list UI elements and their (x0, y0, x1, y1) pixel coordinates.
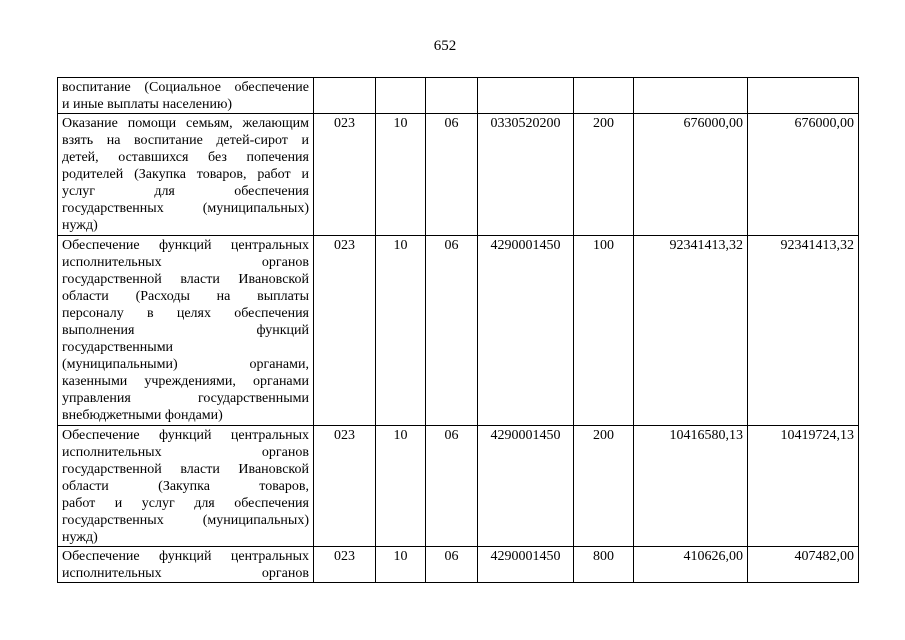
code-cell: 10 (376, 547, 426, 583)
description-line: исполнительных органов (62, 566, 309, 581)
amount-cell: 92341413,32 (748, 236, 859, 426)
description-line: казенными учреждениями, органами (62, 374, 309, 389)
description-line: государственной власти Ивановской (62, 272, 309, 287)
code-cell: 0330520200 (478, 114, 574, 236)
description-line: Обеспечение функций центральных (62, 238, 309, 253)
table-row (58, 78, 859, 114)
amount-cell: 676000,00 (748, 114, 859, 236)
amount-cell: 10416580,13 (634, 426, 748, 547)
description-line: персоналу в целях обеспечения (62, 306, 309, 321)
description-line: выполнения функций (62, 323, 309, 338)
code-cell: 023 (314, 114, 376, 236)
description-line: воспитание (Социальное обеспечение (62, 80, 309, 95)
amount-cell (748, 78, 859, 114)
code-cell: 4290001450 (478, 426, 574, 547)
table-row (58, 426, 859, 547)
code-cell: 023 (314, 547, 376, 583)
code-cell: 200 (574, 426, 634, 547)
description-cell (58, 236, 314, 426)
budget-table (57, 77, 859, 583)
code-cell: 023 (314, 236, 376, 426)
amount-cell: 410626,00 (634, 547, 748, 583)
description-line: исполнительных органов (62, 445, 309, 460)
code-cell: 4290001450 (478, 236, 574, 426)
code-cell (426, 78, 478, 114)
description-line: родителей (Закупка товаров, работ и (62, 167, 309, 182)
description-line: внебюджетными фондами) (62, 408, 223, 423)
amount-cell: 407482,00 (748, 547, 859, 583)
code-cell: 800 (574, 547, 634, 583)
description-cell (58, 547, 314, 583)
code-cell: 10 (376, 114, 426, 236)
code-cell: 4290001450 (478, 547, 574, 583)
amount-cell (634, 78, 748, 114)
description-line: управления государственными (62, 391, 309, 406)
description-line: и иные выплаты населению) (62, 97, 233, 112)
description-cell (58, 78, 314, 114)
code-cell: 06 (426, 426, 478, 547)
code-cell: 100 (574, 236, 634, 426)
description-line: государственных (муниципальных) (62, 201, 309, 216)
code-cell: 06 (426, 114, 478, 236)
code-cell: 023 (314, 426, 376, 547)
table-row (58, 236, 859, 426)
amount-cell: 10419724,13 (748, 426, 859, 547)
code-cell: 10 (376, 236, 426, 426)
description-line: области (Закупка товаров, (62, 479, 309, 494)
description-line: нужд) (62, 218, 98, 233)
description-line: государственной власти Ивановской (62, 462, 309, 477)
code-cell (574, 78, 634, 114)
table-row (58, 547, 859, 583)
description-cell (58, 114, 314, 236)
page-number: 652 (433, 38, 457, 54)
code-cell: 200 (574, 114, 634, 236)
description-line: детей, оставшихся без попечения (62, 150, 309, 165)
description-cell (58, 426, 314, 547)
description-line: Обеспечение функций центральных (62, 549, 309, 564)
description-line: (муниципальными) органами, (62, 357, 309, 372)
code-cell: 06 (426, 547, 478, 583)
code-cell (376, 78, 426, 114)
code-cell (314, 78, 376, 114)
description-line: государственных (муниципальных) (62, 513, 309, 528)
code-cell: 06 (426, 236, 478, 426)
description-line: работ и услуг для обеспечения (62, 496, 309, 511)
description-line: исполнительных органов (62, 255, 309, 270)
code-cell (478, 78, 574, 114)
table-row (58, 114, 859, 236)
description-line: услуг для обеспечения (62, 184, 309, 199)
description-line: нужд) (62, 530, 98, 545)
amount-cell: 92341413,32 (634, 236, 748, 426)
description-line: Оказание помощи семьям, желающим (62, 116, 309, 131)
code-cell: 10 (376, 426, 426, 547)
description-line: Обеспечение функций центральных (62, 428, 309, 443)
amount-cell: 676000,00 (634, 114, 748, 236)
description-line: взять на воспитание детей-сирот и (62, 133, 309, 148)
description-line: области (Расходы на выплаты (62, 289, 309, 304)
description-line: государственными (62, 340, 174, 355)
